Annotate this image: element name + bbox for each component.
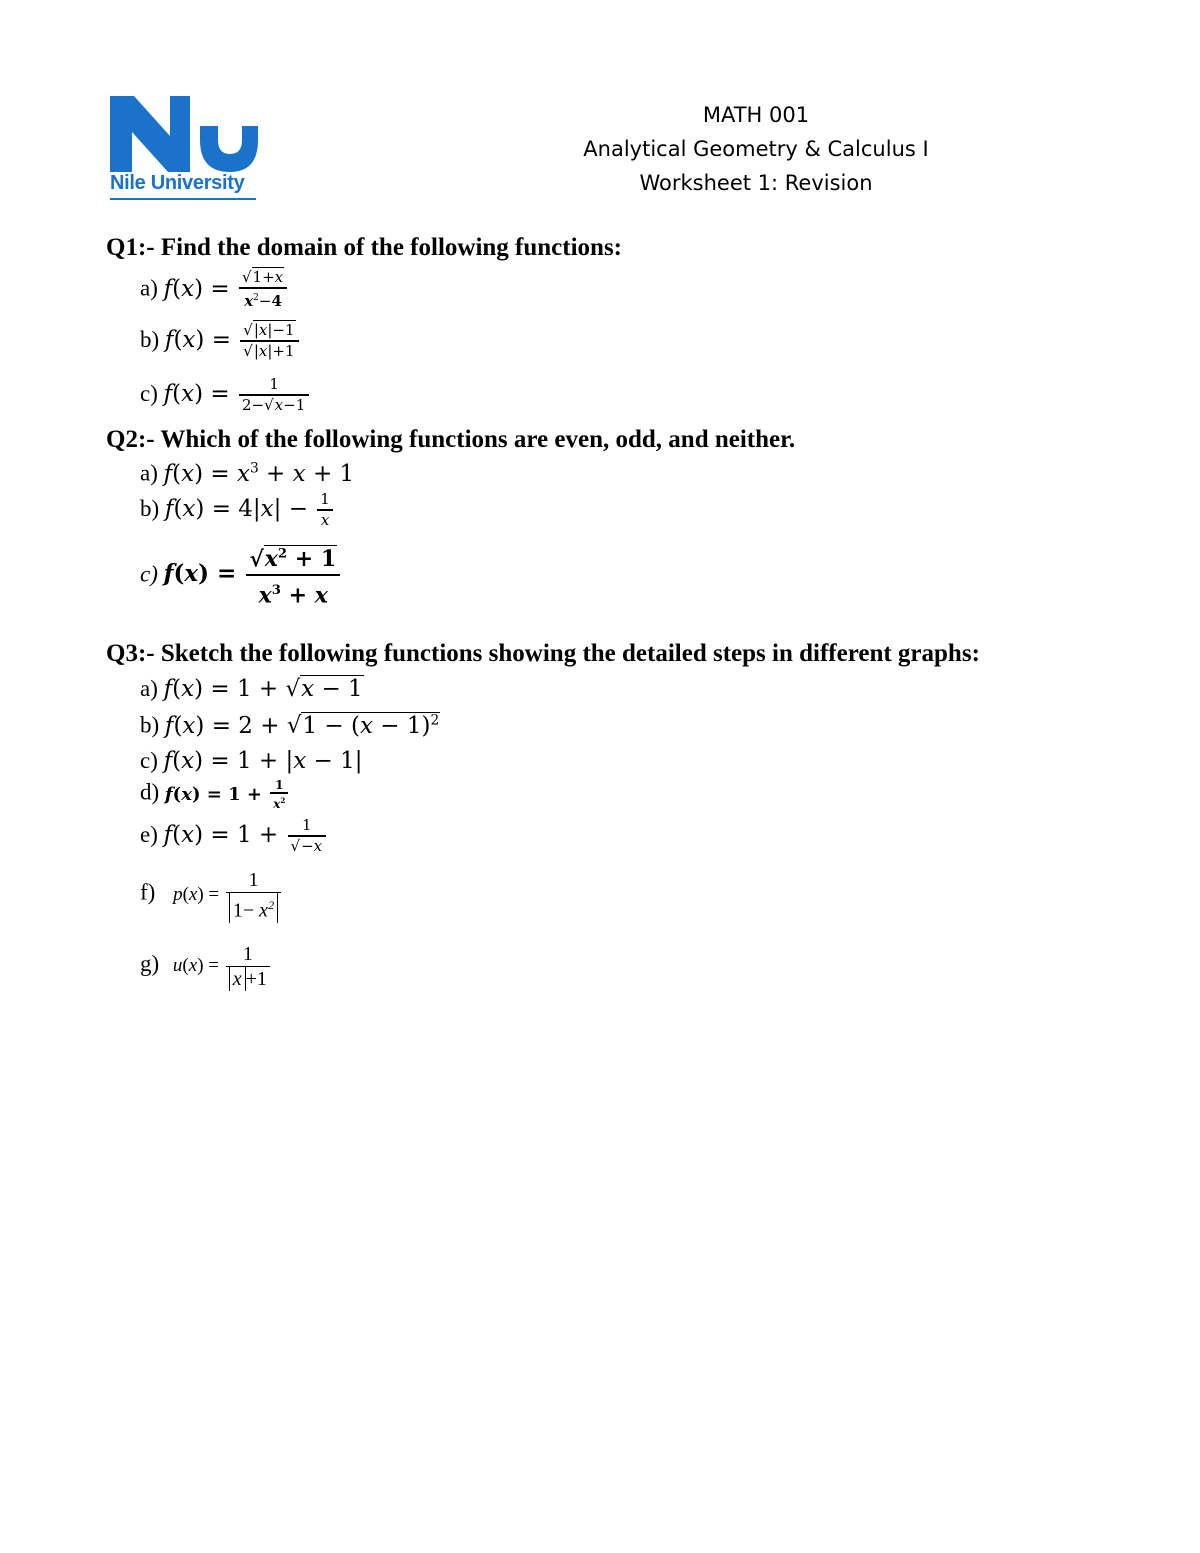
item-label: b) (140, 496, 160, 521)
item-label: c) (140, 561, 158, 587)
formula: u(x) = $\frac{1}{x +1}$ (173, 955, 272, 976)
logo-underline (110, 198, 256, 200)
course-code: MATH 001 (702, 103, 810, 127)
worksheet-title: Worksheet 1: Revision (639, 171, 873, 195)
worksheet-header (540, 98, 972, 200)
formula: f(x) = $\frac{√x^2 + 1}{x^3 + x}$ (164, 560, 343, 587)
q2-heading: Q2:- Which of the following functions are even, odd, and neither. (106, 426, 796, 453)
item-label: c) (140, 748, 158, 773)
q3-item-c (140, 748, 363, 774)
q2-item-b (140, 490, 335, 530)
item-label: a) (140, 275, 158, 301)
item-label: a) (140, 676, 158, 701)
formula: f(x) = $\frac{1}{2-√x-1}$ (164, 381, 312, 407)
formula: f(x) = $\frac{√1+x}{x^2-4}$ (164, 276, 290, 302)
q1-heading: Q1:- Find the domain of the following functions: (106, 234, 623, 261)
item-label: g) (140, 950, 160, 976)
formula: f(x) = 1 + $\frac{1}{√-x}$ (164, 822, 329, 848)
item-label: a) (140, 460, 158, 486)
q3-item-d (140, 778, 290, 811)
q3-heading: Q3:- Sketch the following functions showing the detailed steps in different graphs: (106, 640, 980, 667)
item-label: d) (140, 779, 160, 805)
q1-item-c (140, 375, 311, 415)
formula: p(x) = $\frac{1}{1- x^2}$ (173, 884, 283, 905)
formula: f(x) = 1 + √x − 1 (163, 676, 363, 702)
q3-item-a (140, 676, 364, 702)
q1-item-a (140, 268, 289, 311)
item-label: c) (140, 381, 158, 406)
formula: $f(x) = x^3 + x + 1$ (163, 460, 355, 487)
q1-item-b (140, 321, 301, 361)
item-label: b) (140, 327, 160, 352)
item-label: b) (140, 712, 160, 738)
q3-item-e (140, 816, 328, 856)
formula: f(x) = 1 + |x − 1| (163, 748, 363, 774)
formula: f(x) = 1 + $\frac{1}{x^2}$ (165, 784, 290, 805)
course-title: Analytical Geometry & Calculus I (583, 137, 929, 161)
q3-item-f (140, 868, 283, 923)
formula: f(x) = $\frac{√|x|-1}{√|x|+1}$ (165, 327, 301, 353)
formula: f(x) = 4|x| − $\frac{1}{x}$ (165, 496, 335, 522)
q3-item-b (140, 712, 440, 739)
q2-item-a (140, 460, 354, 487)
item-label: e) (140, 822, 158, 847)
formula: $f(x) = 2 + √1 - (x - 1)^2$ (164, 712, 440, 739)
q2-item-c (140, 540, 342, 611)
logo-text: Nile University (110, 172, 245, 194)
q3-item-g (140, 942, 272, 991)
item-label: f) (140, 879, 156, 905)
